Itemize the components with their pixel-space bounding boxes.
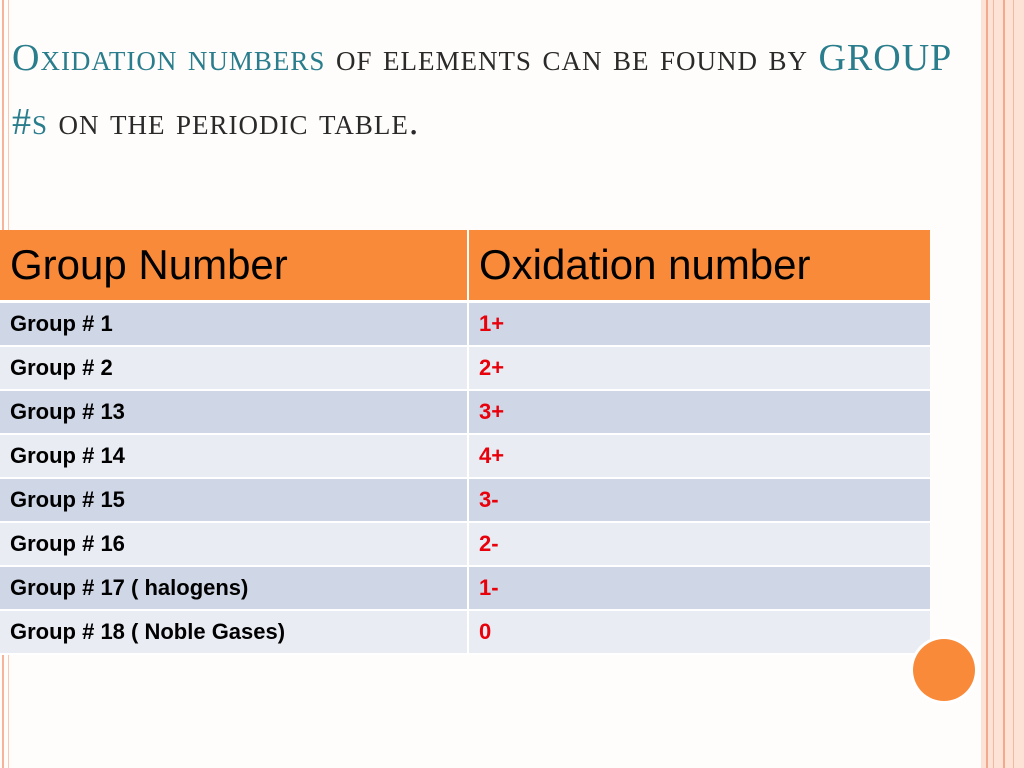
table-row — [0, 566, 930, 610]
title-highlight-group: GROUP # — [12, 37, 951, 143]
column-header-oxidation: Oxidation number — [468, 230, 930, 302]
decorative-stripe — [993, 0, 994, 768]
table-row — [0, 346, 930, 390]
oxidation-cell: 1+ — [468, 302, 930, 347]
group-cell: Group # 16 — [0, 522, 468, 566]
table-header-row — [0, 230, 930, 302]
oxidation-cell: 2+ — [468, 346, 930, 390]
group-cell: Group # 17 ( halogens) — [0, 566, 468, 610]
oxidation-cell: 3+ — [468, 390, 930, 434]
oxidation-cell: 2- — [468, 522, 930, 566]
table-row — [0, 522, 930, 566]
title-highlight-suffix: s — [32, 101, 49, 143]
oxidation-cell: 0 — [468, 610, 930, 654]
title-text: of elements can be found by — [325, 37, 819, 79]
group-cell: Group # 18 ( Noble Gases) — [0, 610, 468, 654]
table-row — [0, 434, 930, 478]
group-cell: Group # 1 — [0, 302, 468, 347]
decorative-stripe — [1013, 0, 1014, 768]
title-highlight-oxidation: Oxidation numbers — [12, 37, 326, 79]
title-text-end: on the periodic table. — [48, 101, 420, 143]
table-row — [0, 478, 930, 522]
group-cell: Group # 15 — [0, 478, 468, 522]
group-cell: Group # 2 — [0, 346, 468, 390]
group-cell: Group # 14 — [0, 434, 468, 478]
table-row — [0, 302, 930, 347]
slide-title — [12, 26, 972, 154]
table-row — [0, 390, 930, 434]
decorative-circle — [913, 639, 975, 701]
group-cell: Group # 13 — [0, 390, 468, 434]
oxidation-cell: 3- — [468, 478, 930, 522]
table-row — [0, 610, 930, 654]
oxidation-cell: 1- — [468, 566, 930, 610]
decorative-stripe — [986, 0, 988, 768]
oxidation-table — [0, 230, 930, 655]
decorative-stripe — [1003, 0, 1005, 768]
oxidation-cell: 4+ — [468, 434, 930, 478]
column-header-group: Group Number — [0, 230, 468, 302]
